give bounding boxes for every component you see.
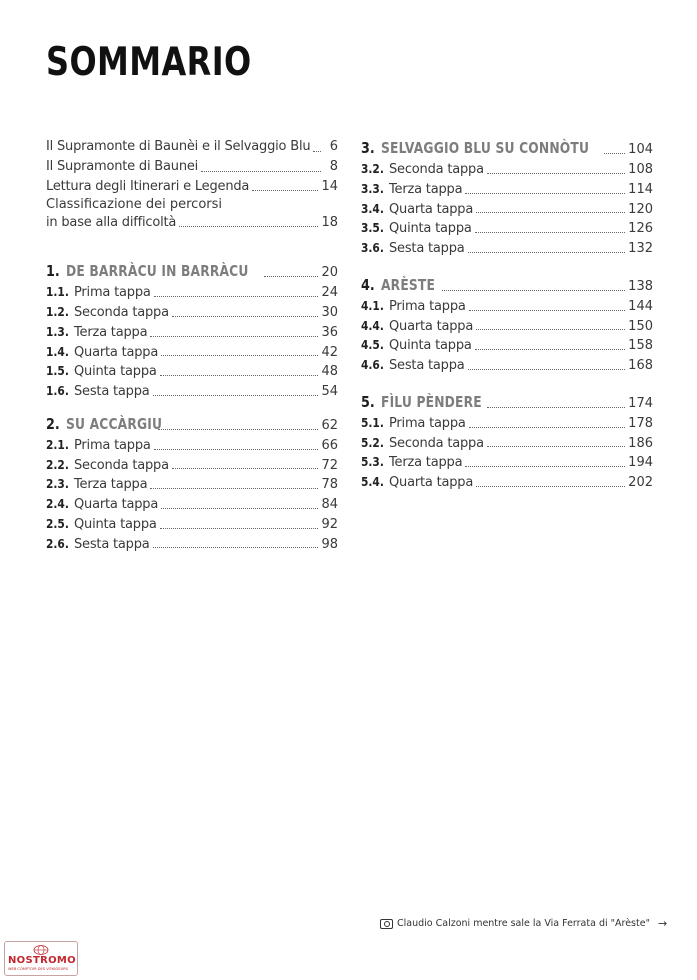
toc-page-number: 14 — [321, 178, 338, 194]
section-number: 1. — [46, 262, 60, 281]
toc-intro-row[interactable] — [46, 214, 338, 232]
entry-number: 3.6. — [361, 240, 384, 255]
leader-dots — [160, 528, 319, 529]
toc-page-number: 30 — [321, 305, 338, 320]
toc-entry[interactable] — [46, 514, 338, 534]
toc-entry-label: Seconda tappa — [389, 162, 484, 177]
toc-entry[interactable] — [46, 534, 338, 554]
toc-entry[interactable] — [46, 494, 338, 514]
toc-entry[interactable] — [46, 302, 338, 322]
toc-entry[interactable] — [361, 238, 653, 258]
toc-entry[interactable] — [46, 455, 338, 475]
toc-entry[interactable] — [361, 335, 653, 355]
arrow-right-icon[interactable]: → — [657, 917, 668, 930]
leader-dots — [252, 190, 318, 191]
toc-entry-label: Prima tappa — [389, 415, 466, 431]
camera-icon — [380, 919, 393, 929]
toc-section-heading[interactable] — [361, 137, 653, 159]
entry-number: 1.3. — [46, 323, 69, 339]
toc-entry-label: Terza tappa — [74, 324, 148, 340]
leader-dots — [476, 486, 625, 487]
entry-number: 1.5. — [46, 363, 69, 379]
toc-entry[interactable] — [361, 452, 653, 472]
logo-tagline: WEB COMPTOIR DES VOYAGEURS — [8, 967, 69, 971]
entry-number: 2.4. — [46, 496, 69, 511]
toc-entry[interactable] — [46, 282, 338, 302]
leader-dots — [468, 252, 626, 253]
section-title: ARÈSTE — [381, 275, 436, 294]
entry-number: 4.5. — [361, 337, 384, 353]
toc-entry[interactable] — [46, 342, 338, 362]
entry-number: 5.2. — [361, 434, 384, 450]
globe-icon — [33, 944, 49, 955]
toc-intro-row[interactable] — [46, 177, 338, 197]
toc-page-number: 42 — [321, 344, 338, 360]
caption-text: Claudio Calzoni mentre sale la Via Ferrata di "Arèste" — [397, 918, 650, 929]
toc-entry[interactable] — [46, 322, 338, 342]
spacer — [361, 375, 653, 391]
toc-entry[interactable] — [361, 355, 653, 375]
section-title: SU ACCÀRGIU — [66, 414, 163, 433]
entry-number: 4.6. — [361, 357, 384, 372]
toc-entry[interactable] — [361, 472, 653, 492]
section-title: DE BARRÀCU IN BARRÀCU — [66, 262, 249, 281]
toc-section-heading[interactable] — [46, 260, 338, 282]
toc-entry[interactable] — [361, 296, 653, 316]
leader-dots — [604, 153, 625, 154]
section-number: 5. — [361, 392, 375, 411]
leader-dots — [172, 468, 319, 469]
entry-number: 1.2. — [46, 304, 69, 319]
leader-dots — [469, 310, 626, 311]
toc-entry[interactable] — [46, 361, 338, 381]
toc-section-heading[interactable] — [361, 391, 653, 413]
toc-entry-label: Terza tappa — [389, 455, 463, 471]
toc-entry[interactable] — [361, 179, 653, 199]
toc-entry-label: Quarta tappa — [389, 475, 474, 490]
toc-page-number: 78 — [321, 477, 338, 493]
toc-intro-row[interactable] — [46, 157, 338, 177]
leader-dots — [468, 369, 626, 370]
toc-page-number: 72 — [321, 457, 338, 473]
toc-page-number: 178 — [628, 415, 653, 431]
toc-page-number: 36 — [321, 324, 338, 340]
leader-dots — [153, 395, 319, 396]
entry-number: 4.1. — [361, 297, 384, 313]
entry-number: 3.3. — [361, 180, 384, 196]
spacer — [46, 232, 338, 260]
toc-entry-label: Quarta tappa — [389, 201, 474, 217]
toc-entry-label: Il Supramonte di Baunèi e il Selvaggio Blu — [46, 139, 311, 154]
toc-entry-label: Seconda tappa — [74, 305, 169, 320]
toc-entry-label: Sesta tappa — [389, 241, 465, 256]
toc-entry-label: Prima tappa — [74, 285, 151, 301]
leader-dots — [150, 488, 318, 489]
toc-entry-label: Quinta tappa — [74, 364, 157, 380]
toc-page-number: 150 — [628, 318, 653, 334]
toc-page-number: 92 — [321, 516, 338, 532]
toc-page-number: 158 — [628, 338, 653, 354]
toc-entry[interactable] — [46, 381, 338, 401]
toc-page-number: 104 — [628, 142, 653, 157]
entry-number: 3.4. — [361, 200, 384, 216]
toc-entry-label: Quinta tappa — [74, 516, 157, 532]
toc-entry-label: Terza tappa — [74, 477, 148, 493]
section-number: 4. — [361, 275, 375, 294]
toc-page-number: 66 — [321, 437, 338, 453]
toc-entry-label: Il Supramonte di Baunei — [46, 158, 199, 174]
toc-entry[interactable] — [361, 218, 653, 238]
leader-dots — [313, 151, 321, 152]
toc-entry-label: Quarta tappa — [74, 344, 159, 360]
leader-dots — [476, 329, 625, 330]
toc-page-number: 20 — [321, 265, 338, 281]
toc-entry-label: Prima tappa — [389, 298, 466, 314]
toc-entry[interactable] — [361, 316, 653, 336]
toc-page-number: 202 — [628, 475, 653, 490]
leader-dots — [475, 232, 626, 233]
leader-dots — [160, 375, 319, 376]
toc-page-number: 120 — [628, 201, 653, 217]
toc-entry-label: Sesta tappa — [74, 536, 150, 552]
leader-dots — [154, 449, 319, 450]
toc-entry-label: Quarta tappa — [74, 497, 159, 512]
toc-page-number: 194 — [628, 455, 653, 471]
toc-page-number: 174 — [628, 395, 653, 411]
toc-page-number: 138 — [628, 278, 653, 294]
nostromo-logo[interactable] — [4, 941, 78, 976]
toc-page-number: 132 — [628, 241, 653, 256]
toc-column-left — [46, 137, 338, 553]
entry-number: 5.3. — [361, 454, 384, 470]
leader-dots — [487, 446, 625, 447]
leader-dots — [469, 427, 626, 428]
toc-entry-label: Quarta tappa — [389, 318, 474, 334]
entry-number: 2.1. — [46, 436, 69, 452]
leader-dots — [161, 355, 318, 356]
toc-page-number: 144 — [628, 298, 653, 314]
toc-page-number: 84 — [321, 497, 338, 512]
toc-page-number: 168 — [628, 358, 653, 373]
toc-entry-label: Lettura degli Itinerari e Legenda — [46, 178, 250, 194]
section-title: FÌLU PÈNDERE — [381, 392, 482, 411]
page-title: SOMMARIO — [46, 40, 252, 85]
toc-page-number: 18 — [321, 215, 338, 231]
toc-page-number: 98 — [321, 536, 338, 552]
toc-page-number: 186 — [628, 435, 653, 451]
toc-column-right — [361, 137, 653, 492]
leader-dots — [158, 429, 318, 430]
toc-entry-label-line2: in base alla difficoltà — [46, 215, 177, 231]
entry-number: 3.2. — [361, 161, 384, 176]
toc-entry-label: Quinta tappa — [389, 221, 472, 237]
entry-number: 1.6. — [46, 383, 69, 398]
leader-dots — [487, 407, 625, 408]
toc-entry-label-line1[interactable]: Classificazione dei percorsi — [46, 197, 223, 213]
entry-number: 2.2. — [46, 456, 69, 472]
section-title: SELVAGGIO BLU SU CONNÒTU — [381, 139, 590, 157]
toc-entry[interactable] — [361, 433, 653, 453]
leader-dots — [179, 226, 318, 227]
leader-dots — [264, 276, 319, 277]
entry-number: 5.1. — [361, 414, 384, 430]
toc-page-number: 108 — [628, 162, 653, 177]
photo-caption — [380, 917, 667, 930]
leader-dots — [475, 349, 626, 350]
toc-intro-row[interactable] — [46, 137, 338, 157]
entry-number: 2.3. — [46, 476, 69, 492]
toc-page-number: 114 — [628, 181, 653, 197]
entry-number: 1.1. — [46, 284, 69, 300]
toc-page-number: 48 — [321, 364, 338, 380]
leader-dots — [465, 193, 625, 194]
toc-entry-label: Terza tappa — [389, 181, 463, 197]
section-number: 3. — [361, 139, 375, 157]
toc-entry-label: Prima tappa — [74, 437, 151, 453]
entry-number: 4.4. — [361, 317, 384, 333]
toc-page-number: 6 — [329, 139, 338, 154]
entry-number: 2.5. — [46, 515, 69, 531]
toc-entry[interactable] — [46, 435, 338, 455]
entry-number: 2.6. — [46, 535, 69, 551]
toc-entry-label: Sesta tappa — [74, 384, 150, 399]
toc-entry[interactable] — [361, 159, 653, 179]
leader-dots — [161, 508, 318, 509]
toc-page-number: 54 — [321, 384, 338, 399]
entry-number: 3.5. — [361, 220, 384, 236]
leader-dots — [442, 290, 625, 291]
toc-page-number: 62 — [321, 417, 338, 433]
toc-section-heading[interactable] — [46, 413, 338, 435]
toc-page-number: 8 — [329, 158, 338, 174]
spacer — [46, 401, 338, 413]
entry-number: 5.4. — [361, 474, 384, 489]
leader-dots — [153, 547, 319, 548]
entry-number: 1.4. — [46, 343, 69, 359]
leader-dots — [487, 173, 625, 174]
toc-entry[interactable] — [46, 474, 338, 494]
toc-page-number: 24 — [321, 285, 338, 301]
toc-entry-label: Quinta tappa — [389, 338, 472, 354]
toc-entry[interactable] — [361, 413, 653, 433]
leader-dots — [154, 296, 319, 297]
leader-dots — [476, 212, 625, 213]
toc-entry-label: Sesta tappa — [389, 358, 465, 373]
toc-page-number: 126 — [628, 221, 653, 237]
leader-dots — [465, 466, 625, 467]
toc-entry-label: Seconda tappa — [389, 435, 484, 451]
toc-section-heading[interactable] — [361, 274, 653, 296]
leader-dots — [150, 336, 318, 337]
leader-dots — [172, 316, 319, 317]
toc-entry-label: Seconda tappa — [74, 457, 169, 473]
leader-dots — [201, 171, 321, 172]
section-number: 2. — [46, 414, 60, 433]
logo-name: NOSTROMO — [8, 955, 76, 966]
spacer — [361, 258, 653, 274]
toc-entry[interactable] — [361, 199, 653, 219]
